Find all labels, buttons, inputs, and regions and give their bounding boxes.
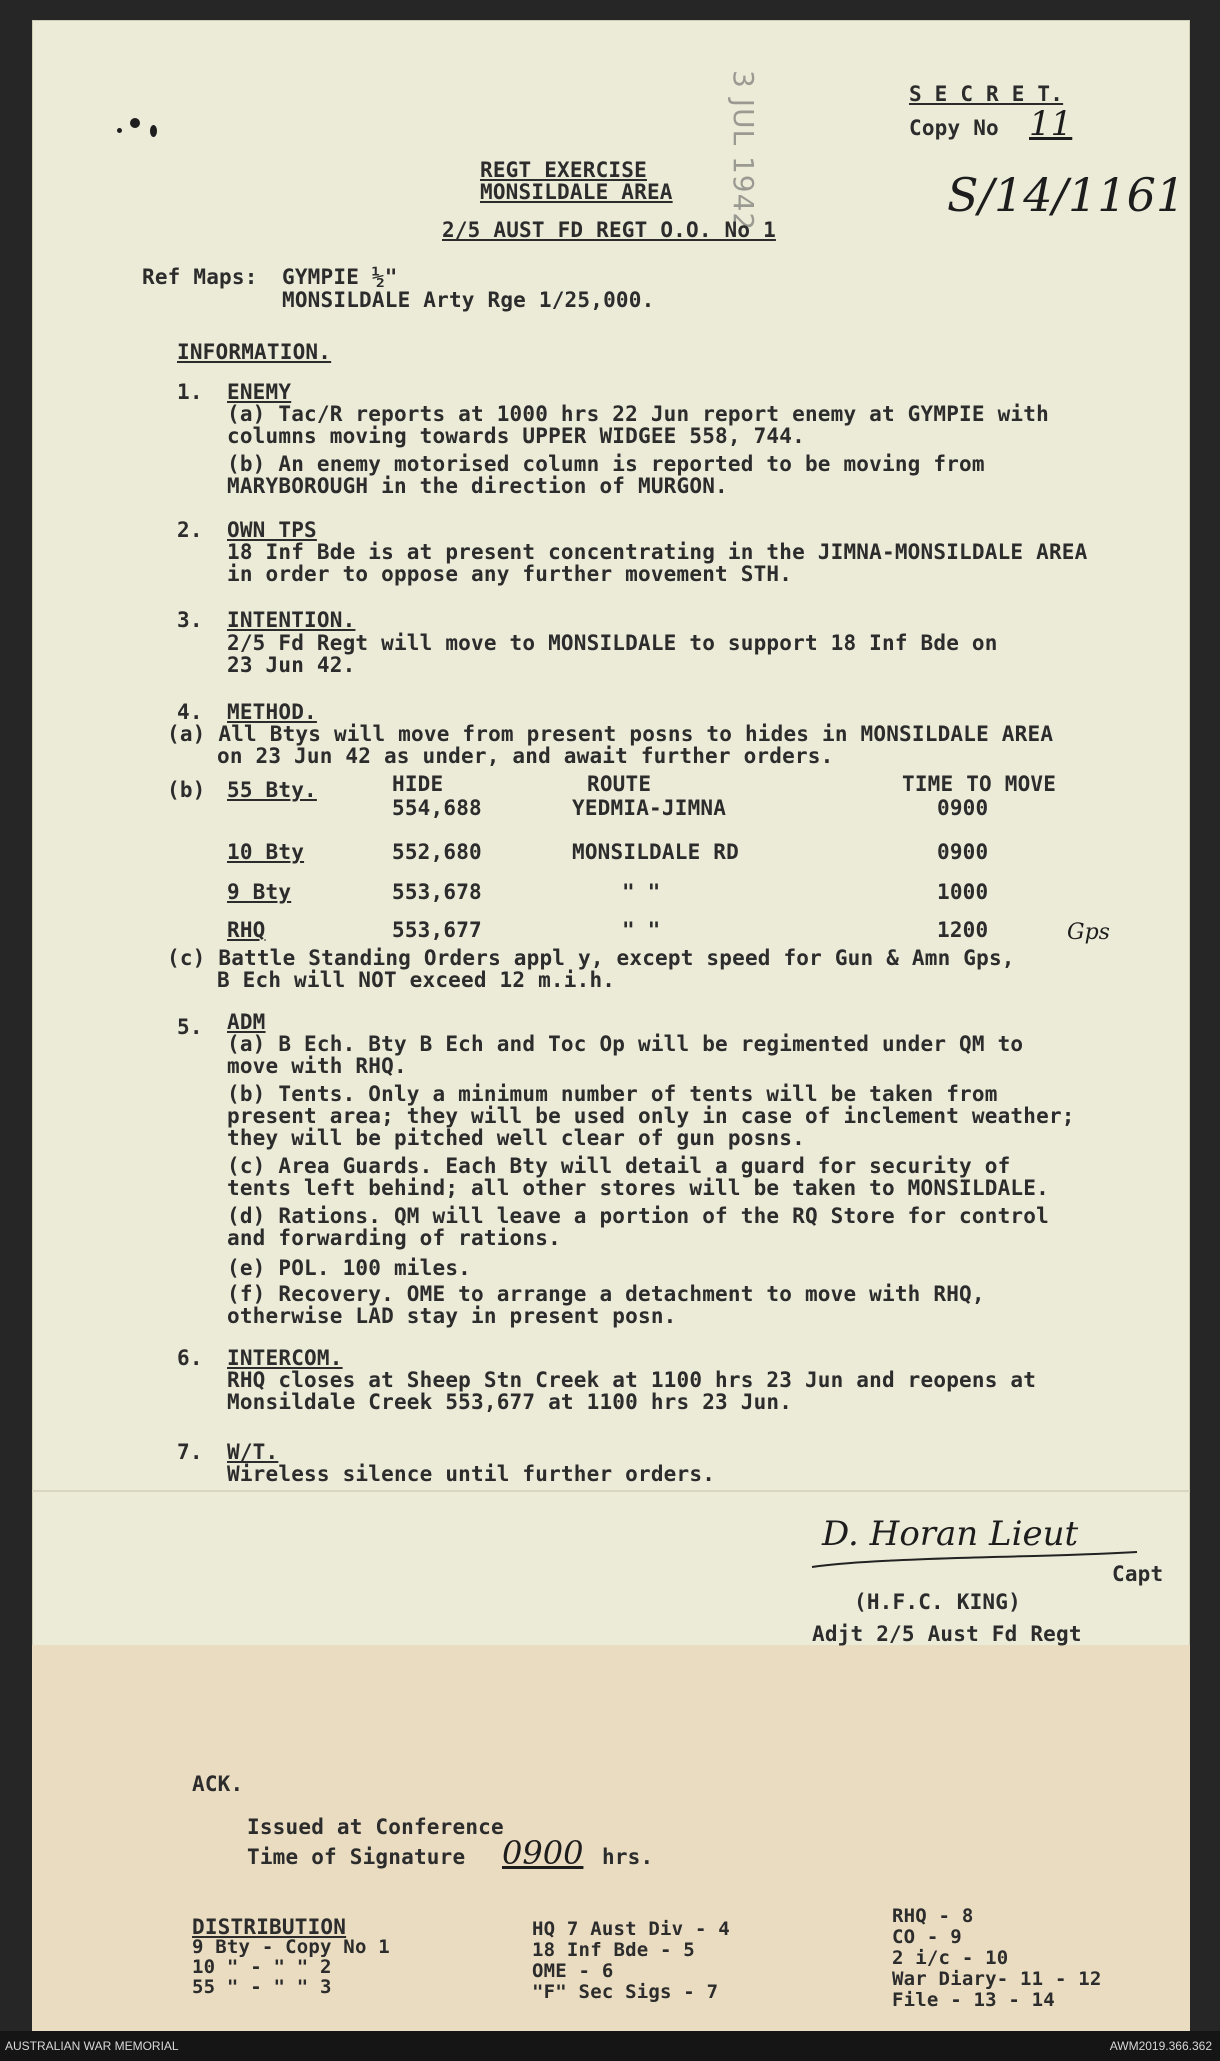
section-3-heading: INTENTION.: [227, 608, 356, 632]
section-1b-line-1: (b) An enemy motorised column is reported to be moving from: [227, 452, 985, 476]
section-5e-line-1: (e) POL. 100 miles.: [227, 1256, 472, 1280]
title-line-3: 2/5 AUST FD REGT O.O. No 1: [442, 218, 776, 242]
section-4c-line-1: (c) Battle Standing Orders appl y, except speed for Gun & Amn Gps,: [167, 946, 1015, 970]
ref-maps-label: Ref Maps:: [142, 265, 258, 289]
distribution-item: 2 i/c - 10: [892, 1947, 1009, 1969]
section-5a-line-1: (a) B Ech. Bty B Ech and Toc Op will be regimented under QM to: [227, 1032, 1024, 1056]
information-heading: INFORMATION.: [177, 340, 332, 364]
handwritten-correction: Gps: [1067, 920, 1110, 945]
section-6-line-1: RHQ closes at Sheep Stn Creek at 1100 hrs 23 Jun and reopens at: [227, 1368, 1037, 1392]
distribution-item: HQ 7 Aust Div - 4: [532, 1918, 730, 1940]
classification-label: S E C R E T.: [909, 82, 1064, 106]
signature-rank: Capt: [1112, 1562, 1164, 1586]
section-3-line-2: 23 Jun 42.: [227, 653, 356, 677]
date-received-stamp: 3 JUL 1942: [727, 70, 760, 232]
distribution-item: "F" Sec Sigs - 7: [532, 1981, 719, 2003]
signatory-title: Adjt 2/5 Aust Fd Regt: [812, 1622, 1082, 1646]
section-7-line-1: Wireless silence until further orders.: [227, 1462, 716, 1486]
section-5f-line-2: otherwise LAD stay in present posn.: [227, 1304, 677, 1328]
section-4-heading: METHOD.: [227, 700, 317, 724]
distribution-item: War Diary- 11 - 12: [892, 1968, 1102, 1990]
distribution-heading: DISTRIBUTION: [192, 1915, 347, 1939]
row-unit: 9 Bty: [227, 880, 292, 904]
section-5f-line-1: (f) Recovery. OME to arrange a detachment to move with RHQ,: [227, 1282, 985, 1306]
section-5a-line-2: move with RHQ.: [227, 1054, 407, 1078]
section-1b-line-2: MARYBOROUGH in the direction of MURGON.: [227, 474, 728, 498]
fold-line: [32, 1490, 1190, 1492]
distribution-item: 55 " - " " 3: [192, 1976, 332, 1998]
distribution-item: 10 " - " " 2: [192, 1956, 332, 1978]
section-2-line-2: in order to oppose any further movement STH.: [227, 562, 793, 586]
row-hide: 554,688: [392, 796, 482, 820]
ink-stain: [117, 128, 122, 133]
section-1-heading: ENEMY: [227, 380, 292, 404]
ack-label: ACK.: [192, 1772, 244, 1796]
section-7-heading: W/T.: [227, 1440, 279, 1464]
row-unit: RHQ: [227, 918, 266, 942]
section-4c-line-2: B Ech will NOT exceed 12 m.i.h.: [217, 968, 616, 992]
time-of-signature-hrs: hrs.: [602, 1845, 654, 1869]
column-header-time: TIME TO MOVE: [902, 772, 1057, 796]
signatory-name: (H.F.C. KING): [854, 1590, 1021, 1614]
section-7-number: 7.: [177, 1440, 203, 1464]
distribution-item: File - 13 - 14: [892, 1989, 1055, 2011]
section-5b-line-3: they will be pitched well clear of gun posns.: [227, 1126, 805, 1150]
section-5c-line-2: tents left behind; all other stores will be taken to MONSILDALE.: [227, 1176, 1049, 1200]
row-hide: 552,680: [392, 840, 482, 864]
section-5b-line-1: (b) Tents. Only a minimum number of tents will be taken from: [227, 1082, 998, 1106]
section-5-number: 5.: [177, 1015, 203, 1039]
section-2-number: 2.: [177, 518, 203, 542]
section-4b-label: (b): [167, 778, 206, 802]
section-6-heading: INTERCOM.: [227, 1346, 343, 1370]
issued-at-conference: Issued at Conference: [247, 1815, 504, 1839]
row-route: MONSILDALE RD: [572, 840, 739, 864]
section-1a-line-2: columns moving towards UPPER WIDGEE 558, 744.: [227, 424, 805, 448]
distribution-item: OME - 6: [532, 1960, 614, 1982]
row-time: 1200: [937, 918, 989, 942]
row-time: 0900: [937, 796, 989, 820]
section-5d-line-2: and forwarding of rations.: [227, 1226, 561, 1250]
section-2-heading: OWN TPS: [227, 518, 317, 542]
row-hide: 553,677: [392, 918, 482, 942]
paper-sheet: [32, 20, 1190, 2046]
copy-label: Copy No: [909, 116, 999, 140]
section-1-number: 1.: [177, 380, 203, 404]
title-line-1: REGT EXERCISE: [480, 158, 647, 182]
ref-maps-line-2: MONSILDALE Arty Rge 1/25,000.: [282, 288, 655, 312]
row-route: " ": [622, 880, 661, 904]
section-5b-line-2: present area; they will be used only in case of inclement weather;: [227, 1104, 1075, 1128]
section-6-line-2: Monsildale Creek 553,677 at 1100 hrs 23 Jun.: [227, 1390, 793, 1414]
ink-stain: [130, 118, 140, 128]
copy-number-handwritten: 11: [1029, 104, 1073, 144]
section-5-heading: ADM: [227, 1010, 266, 1034]
row-hide: 553,678: [392, 880, 482, 904]
section-6-number: 6.: [177, 1346, 203, 1370]
time-of-signature-handwritten: 0900: [502, 1834, 584, 1872]
distribution-item: RHQ - 8: [892, 1905, 974, 1927]
time-of-signature-label: Time of Signature: [247, 1845, 466, 1869]
column-header-hide: HIDE: [392, 772, 444, 796]
row-route: YEDMIA-JIMNA: [572, 796, 727, 820]
section-5c-line-1: (c) Area Guards. Each Bty will detail a guard for security of: [227, 1154, 1011, 1178]
archive-footer-band: [0, 2031, 1220, 2061]
section-5d-line-1: (d) Rations. QM will leave a portion of the RQ Store for control: [227, 1204, 1049, 1228]
file-reference-handwritten: S/14/1161: [947, 168, 1186, 222]
section-3-number: 3.: [177, 608, 203, 632]
archive-credit: AUSTRALIAN WAR MEMORIAL: [5, 2039, 179, 2053]
section-4a-line-1: (a) All Btys will move from present posns to hides in MONSILDALE AREA: [167, 722, 1054, 746]
section-3-line-1: 2/5 Fd Regt will move to MONSILDALE to support 18 Inf Bde on: [227, 631, 998, 655]
ink-stain: [150, 125, 157, 137]
row-unit: 10 Bty: [227, 840, 305, 864]
ref-maps-line-1: GYMPIE ½": [282, 265, 398, 289]
row-unit: 55 Bty.: [227, 778, 317, 802]
archive-accession-number: AWM2019.366.362: [1109, 2039, 1212, 2053]
distribution-item: 9 Bty - Copy No 1: [192, 1936, 390, 1958]
column-header-route: ROUTE: [587, 772, 652, 796]
section-4-number: 4.: [177, 700, 203, 724]
signature-handwritten: D. Horan Lieut: [822, 1514, 1079, 1554]
row-time: 0900: [937, 840, 989, 864]
section-4a-line-2: on 23 Jun 42 as under, and await further orders.: [217, 744, 834, 768]
distribution-item: 18 Inf Bde - 5: [532, 1939, 695, 1961]
section-2-line-1: 18 Inf Bde is at present concentrating in the JIMNA-MONSILDALE AREA: [227, 540, 1088, 564]
row-route: " ": [622, 918, 661, 942]
section-1a-line-1: (a) Tac/R reports at 1000 hrs 22 Jun report enemy at GYMPIE with: [227, 402, 1049, 426]
distribution-item: CO - 9: [892, 1926, 962, 1948]
row-time: 1000: [937, 880, 989, 904]
title-line-2: MONSILDALE AREA: [480, 180, 673, 204]
